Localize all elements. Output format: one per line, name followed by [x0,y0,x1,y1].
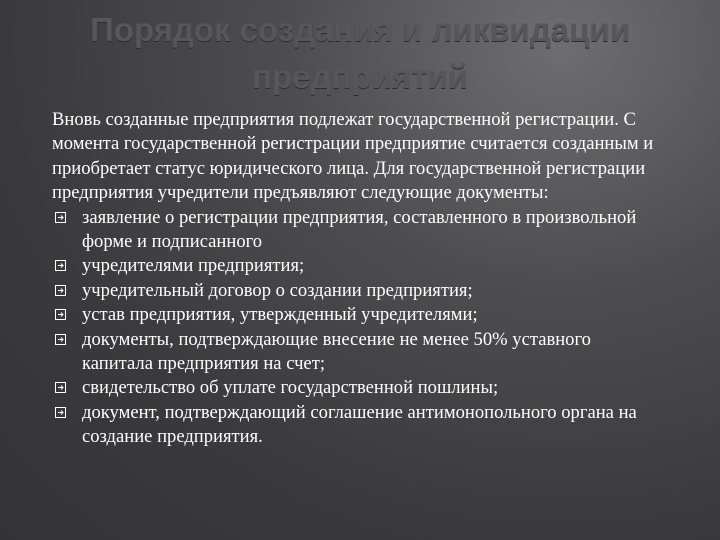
boxed-arrow-icon [55,382,66,393]
intro-paragraph: Вновь созданные предприятия подлежат государственной регистрации. С момента государственной регистрации предприятие считается созданным и приобретает статус юридического лица. Для государственной регистрации предприятия учредители предъявляют следующие документы: [52,109,654,204]
document-list [52,206,662,450]
list-item [52,254,662,278]
list-item [52,401,662,450]
slide-body [52,108,662,450]
boxed-arrow-icon [55,285,66,296]
list-item-text: документ, подтверждающий соглашение антимонопольного органа на создание предприятия. [82,401,637,448]
slide-title: Порядок создания и ликвидации предприятий [89,11,631,95]
boxed-arrow-icon [55,334,66,345]
list-item [52,279,662,303]
boxed-arrow-icon [55,260,66,271]
list-item [52,303,662,327]
list-item [52,206,662,255]
list-item [52,376,662,400]
list-item-text: свидетельство об уплате государственной пошлины; [82,377,499,399]
list-item-text: документы, подтверждающие внесение не менее 50% уставного капитала предприятия на счет; [82,328,591,375]
boxed-arrow-icon [55,309,66,320]
list-item-text: учредителями предприятия; [82,255,305,277]
list-item-text: учредительный договор о создании предприятия; [82,279,473,301]
list-item-text: устав предприятия, утвержденный учредителями; [82,304,478,326]
boxed-arrow-icon [55,407,66,418]
boxed-arrow-icon [55,212,66,223]
list-item [52,328,662,377]
list-item-text: заявление о регистрации предприятия, составленного в произвольной форме и подписанного [82,206,637,253]
